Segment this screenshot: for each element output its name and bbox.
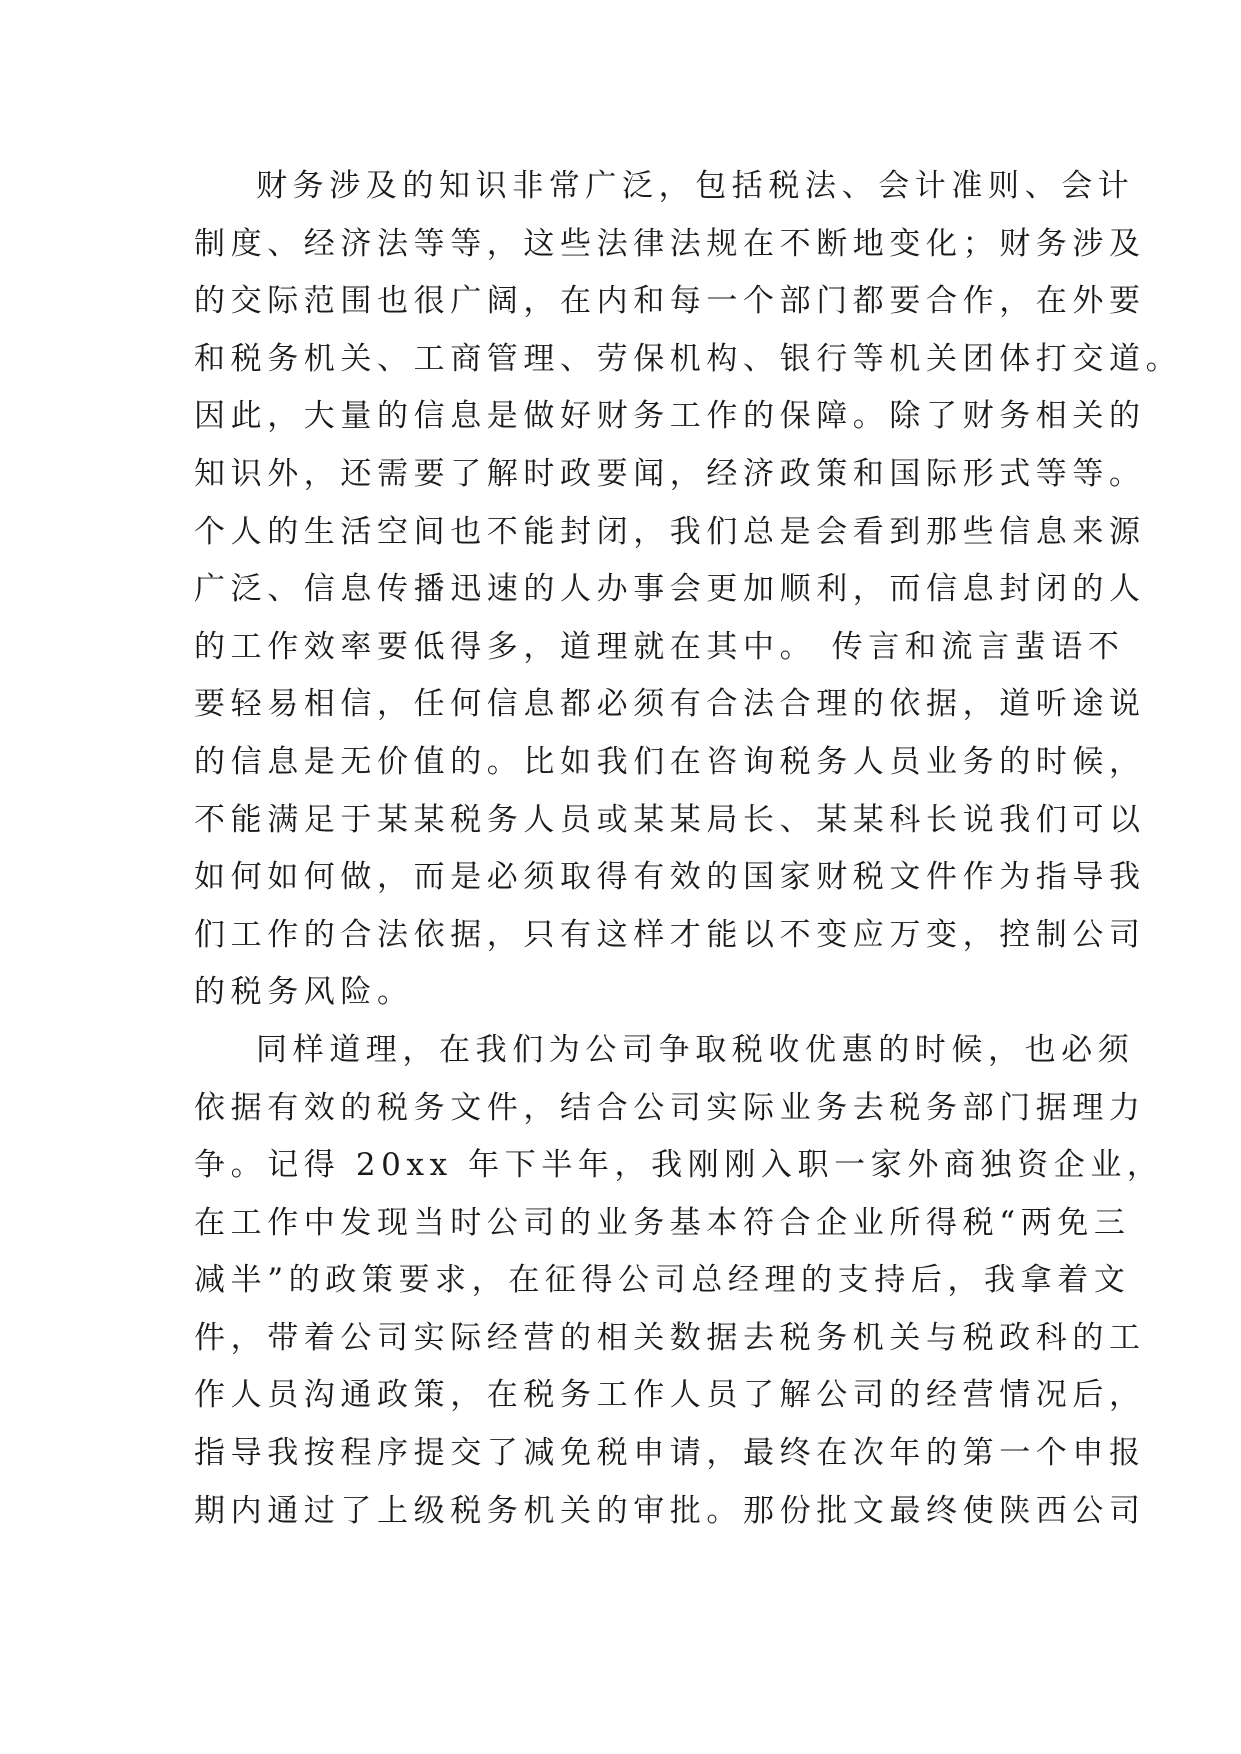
text-line: 期内通过了上级税务机关的审批。那份批文最终使陕西公司 bbox=[194, 1492, 1146, 1529]
text-line: 如何如何做，而是必须取得有效的国家财税文件作为指导我 bbox=[194, 859, 1146, 896]
text-line: 指导我按程序提交了减免税申请，最终在次年的第一个申报 bbox=[194, 1435, 1146, 1472]
text-line: 减半”的政策要求，在征得公司总经理的支持后，我拿着文 bbox=[194, 1262, 1131, 1299]
text-line: 在工作中发现当时公司的业务基本符合企业所得税“两免三 bbox=[194, 1204, 1131, 1241]
text-line: 知识外，还需要了解时政要闻，经济政策和国际形式等等。 bbox=[194, 455, 1146, 492]
text-line: 件，带着公司实际经营的相关数据去税务机关与税政科的工 bbox=[194, 1319, 1146, 1356]
text-line: 的交际范围也很广阔，在内和每一个部门都要合作，在外要 bbox=[194, 283, 1146, 320]
text-line: 争。记得 20xx 年下半年，我刚刚入职一家外商独资企业， bbox=[194, 1147, 1164, 1184]
text-line: 的信息是无价值的。比如我们在咨询税务人员业务的时候， bbox=[194, 743, 1146, 780]
document-body bbox=[194, 158, 1183, 1540]
text-line: 依据有效的税务文件，结合公司实际业务去税务部门据理力 bbox=[194, 1089, 1146, 1126]
paragraph-1 bbox=[194, 158, 1183, 1022]
text-line: 制度、经济法等等，这些法律法规在不断地变化；财务涉及 bbox=[194, 225, 1146, 262]
paragraph-2 bbox=[194, 1022, 1164, 1540]
text-line: 财务涉及的知识非常广泛，包括税法、会计准则、会计 bbox=[256, 168, 1135, 204]
text-line: 的工作效率要低得多，道理就在其中。 传言和流言蜚语不 bbox=[194, 628, 1125, 665]
text-line: 广泛、信息传播迅速的人办事会更加顺利，而信息封闭的人 bbox=[194, 571, 1146, 608]
text-line: 因此，大量的信息是做好财务工作的保障。除了财务相关的 bbox=[194, 398, 1146, 435]
text-line: 不能满足于某某税务人员或某某局长、某某科长说我们可以 bbox=[194, 801, 1146, 838]
text-line: 要轻易相信，任何信息都必须有合法合理的依据，道听途说 bbox=[194, 686, 1146, 723]
text-line: 和税务机关、工商管理、劳保机构、银行等机关团体打交道。 bbox=[194, 340, 1183, 377]
text-line: 同样道理，在我们为公司争取税收优惠的时候，也必须 bbox=[256, 1031, 1135, 1068]
text-line: 们工作的合法依据，只有这样才能以不变应万变，控制公司 bbox=[194, 916, 1146, 953]
text-line: 的税务风险。 bbox=[194, 974, 414, 1011]
text-line: 个人的生活空间也不能封闭，我们总是会看到那些信息来源 bbox=[194, 513, 1146, 550]
text-line: 作人员沟通政策，在税务工作人员了解公司的经营情况后， bbox=[194, 1377, 1146, 1414]
